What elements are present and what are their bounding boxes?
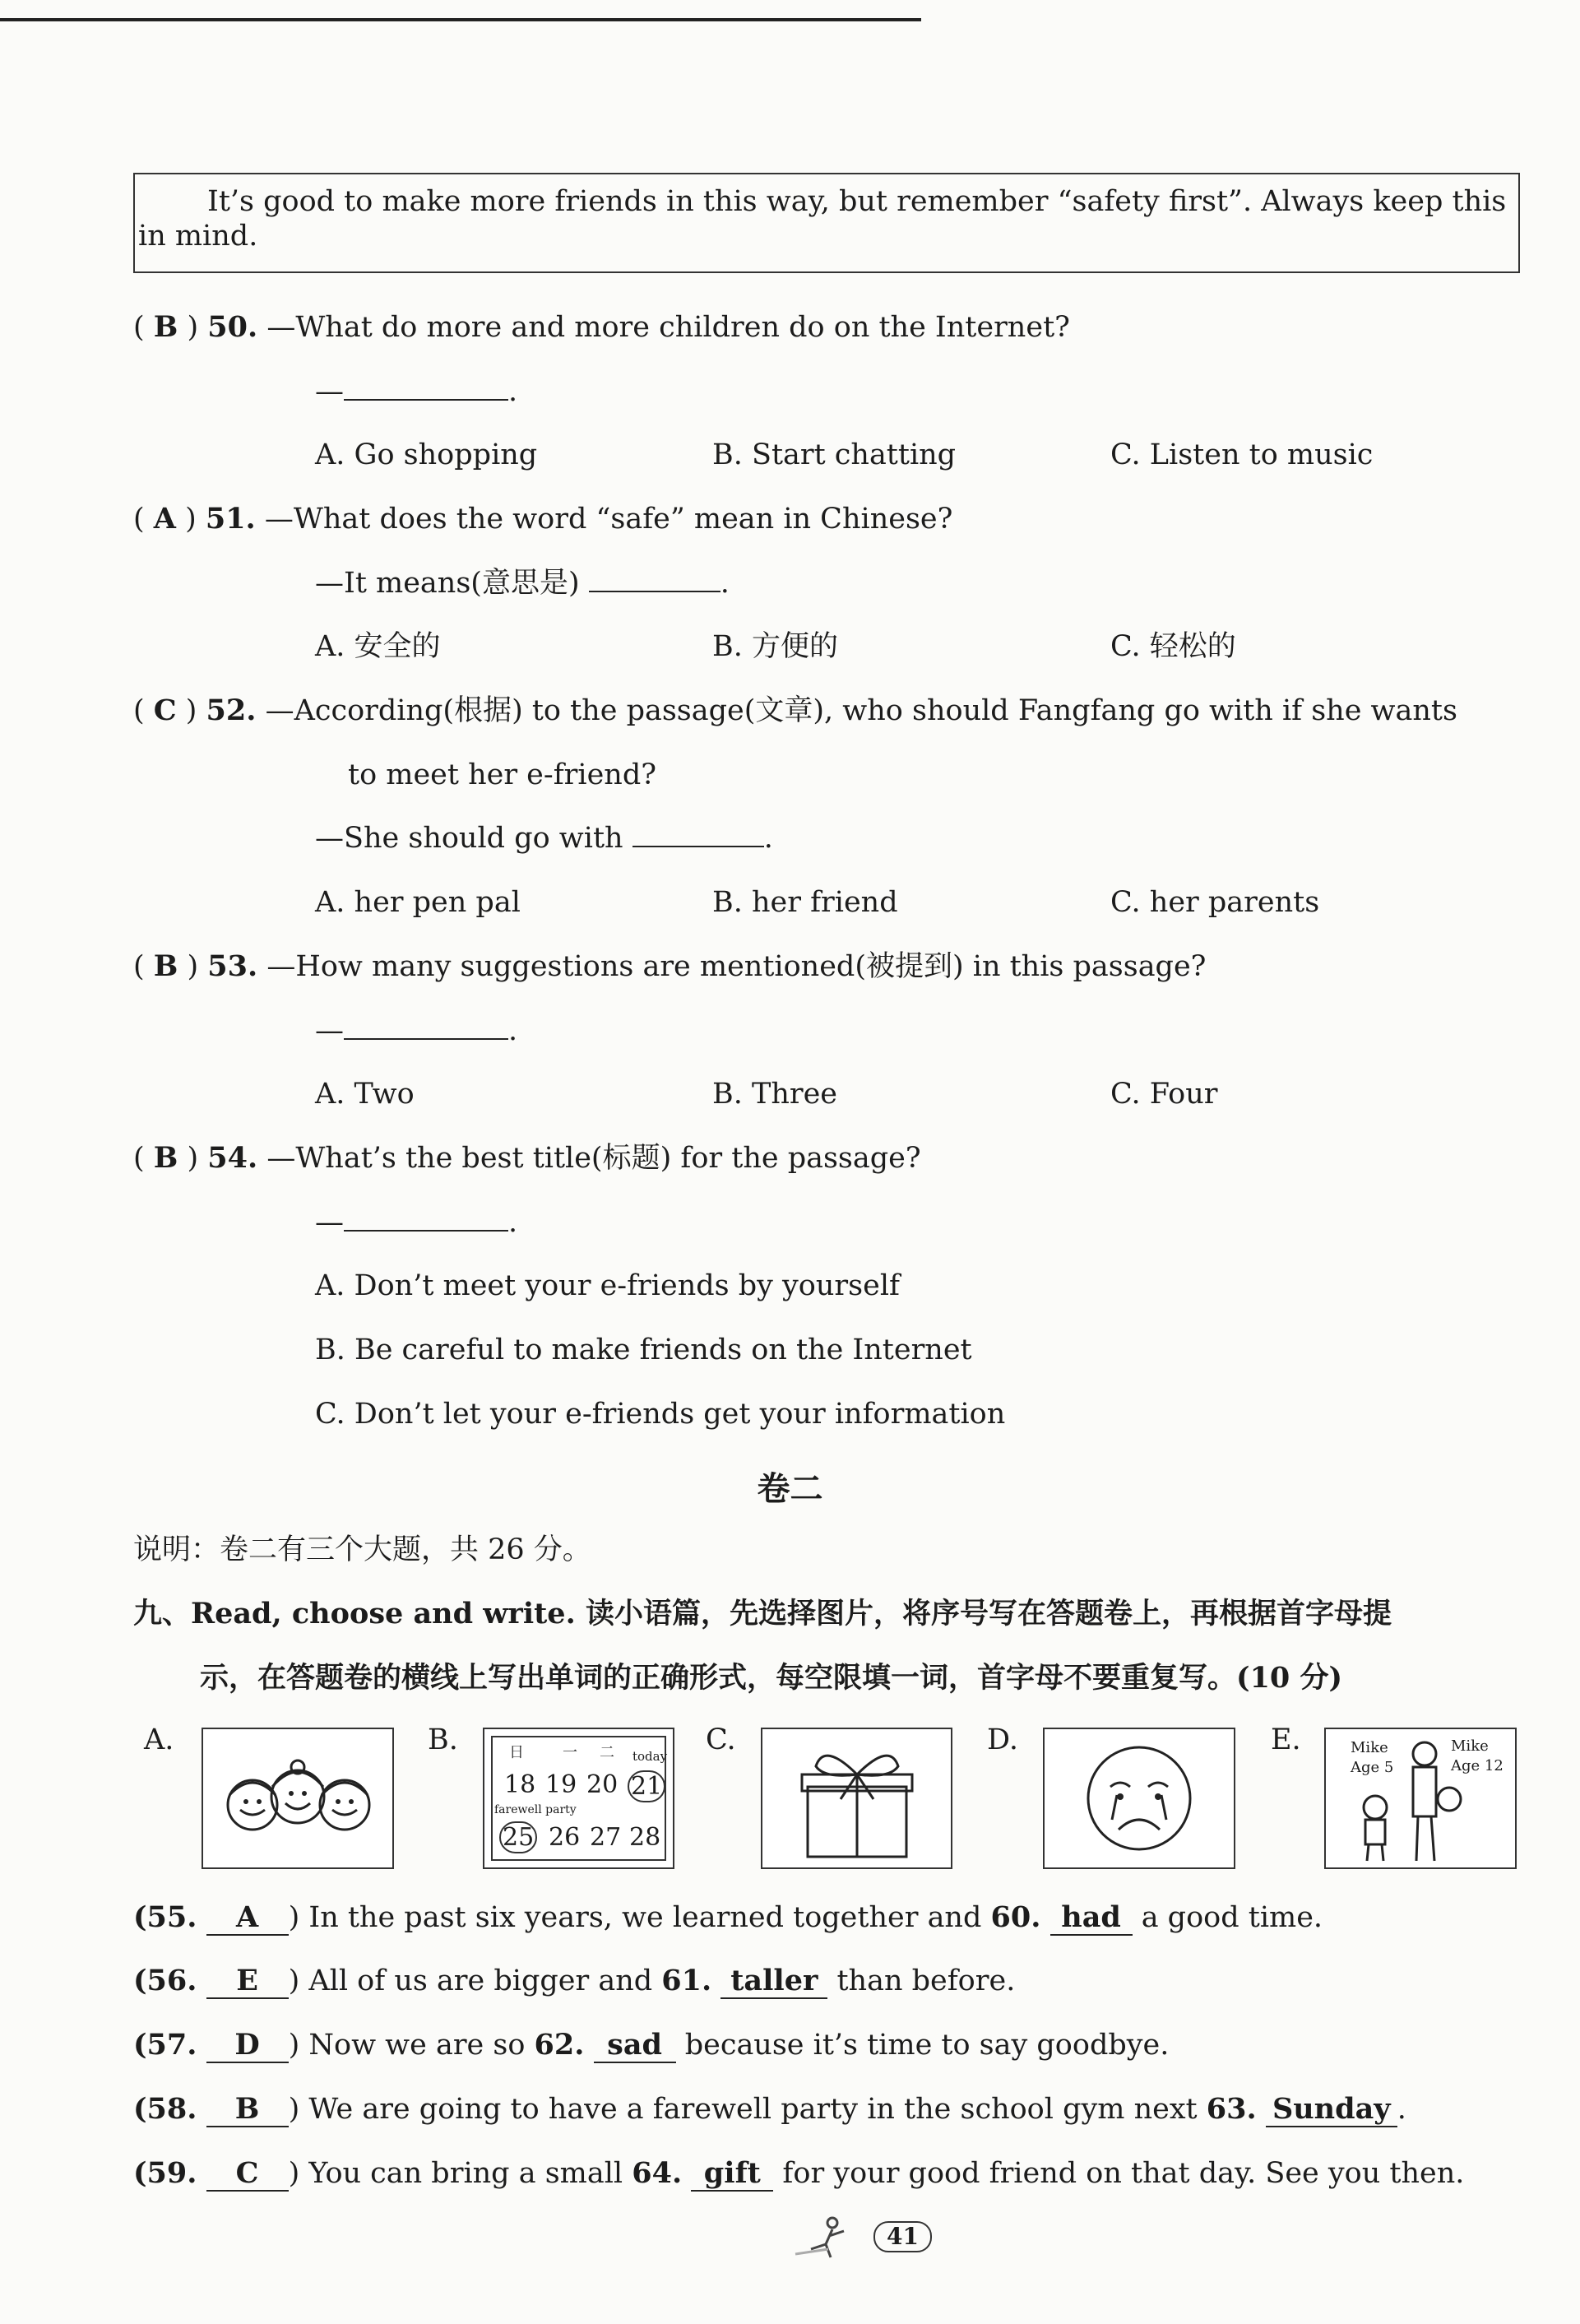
fill-item-58: [133, 2091, 1406, 2127]
fill-item-56: [133, 1963, 1015, 1999]
pic-letter-e: E.: [1271, 1723, 1301, 1756]
item-number: (55.: [133, 1900, 197, 1934]
reply-end: .: [508, 1014, 518, 1047]
calendar-head-2: 一: [563, 1744, 577, 1761]
calendar-day: 20: [586, 1770, 619, 1799]
question-50: ( B ) 50. —What do more and more children do on the Internet?: [133, 310, 1070, 344]
option-c: C. her parents: [1110, 886, 1320, 919]
pic-letter-b: B.: [428, 1723, 458, 1756]
question-prompt: —What’s the best title(标题) for the passage?: [266, 1142, 921, 1175]
picture-gift: [761, 1728, 952, 1869]
fill-item-59: [133, 2155, 1464, 2192]
passage-box: [133, 173, 1520, 273]
option-a: A. Two: [315, 1078, 415, 1111]
blank-number: 64.: [632, 2156, 683, 2190]
age-label-1: Age 5: [1351, 1759, 1394, 1776]
picture-choice: E: [206, 1964, 289, 1999]
reply-end: .: [508, 375, 518, 408]
word-answer: sad: [594, 2029, 676, 2063]
blank-number: 62.: [534, 2028, 585, 2062]
question-number: 50.: [207, 310, 258, 344]
boys-illustration: [1326, 1729, 1515, 1867]
item-number: (57.: [133, 2028, 197, 2062]
calendar-day-party: 25: [499, 1821, 537, 1853]
reply-50: [315, 373, 517, 410]
answer-blank: [344, 1205, 508, 1232]
reply-52: [315, 820, 773, 856]
question-number: 51.: [205, 502, 256, 536]
instruction-text: 读小语篇，先选择图片，将序号写在答题卷上，再根据首字母提: [585, 1597, 1392, 1631]
answer-blank: [344, 1014, 508, 1040]
calendar-party: farewell party: [494, 1803, 577, 1816]
item-text-end: because it’s time to say goodbye.: [675, 2029, 1170, 2062]
item-text: ) We are going to have a farewell party in the school gym next: [288, 2093, 1207, 2126]
reply-54: [315, 1204, 517, 1241]
picture-choice: D: [206, 2029, 289, 2063]
mike-label-2: Mike: [1451, 1737, 1489, 1755]
item-number: (56.: [133, 1964, 197, 1997]
reply-51: [315, 565, 730, 601]
option-a: A. 安全的: [315, 630, 441, 663]
pic-letter-d: D.: [987, 1723, 1018, 1756]
item-number: (58.: [133, 2092, 197, 2126]
option-c: C. 轻松的: [1110, 630, 1236, 663]
question-52: ( C ) 52. —According(根据) to the passage(文章), who should Fangfang go with if she wants: [133, 693, 1457, 727]
picture-choice: B: [206, 2093, 289, 2127]
option-b: B. her friend: [712, 886, 898, 919]
reply-end: .: [763, 822, 773, 855]
item-text: ) In the past six years, we learned together and: [288, 1901, 991, 1934]
question-54: ( B ) 54. —What’s the best title(标题) for the passage?: [133, 1141, 921, 1175]
reply-text: —She should go with: [315, 822, 632, 855]
calendar-day: 27: [590, 1823, 622, 1852]
reply-text: —It means(意思是): [315, 567, 589, 600]
question-52-cont: to meet her e-friend?: [348, 758, 657, 791]
question-53: ( B ) 53. —How many suggestions are mentioned(被提到) in this passage?: [133, 949, 1207, 983]
runner-logo-icon: [791, 2213, 865, 2262]
option-b: B. Three: [712, 1078, 838, 1111]
picture-growth: [1324, 1728, 1517, 1869]
reply-end: .: [720, 567, 730, 600]
blank-number: 63.: [1206, 2092, 1257, 2126]
crying-face-icon: [1045, 1729, 1234, 1867]
instruction-line-2: 示，在答题卷的横线上写出单词的正确形式，每空限填一词，首字母不要重复写。(10 分): [200, 1661, 1343, 1695]
reply-53: [315, 1013, 517, 1049]
section-note: 说明：卷二有三个大题，共 26 分。: [133, 1533, 591, 1566]
fill-item-55: [133, 1900, 1323, 1936]
item-text-end: .: [1397, 2093, 1406, 2126]
option-b: B. Start chatting: [712, 438, 957, 471]
calendar-today: today: [632, 1749, 668, 1764]
pic-letter-a: A.: [144, 1723, 174, 1756]
picture-choice: C: [206, 2157, 289, 2192]
instruction-line-1: [133, 1596, 1392, 1632]
reply-end: .: [508, 1206, 518, 1239]
question-number: 52.: [206, 693, 257, 727]
fill-item-57: [133, 2027, 1169, 2063]
picture-friends: [202, 1728, 394, 1869]
section-title: 卷二: [757, 1469, 823, 1508]
passage-line-2: in mind.: [138, 220, 258, 253]
answer: B: [153, 1141, 178, 1175]
answer-blank: [632, 821, 764, 847]
answer: A: [153, 502, 176, 536]
calendar-head-3: 二: [600, 1744, 614, 1761]
option-c: C. Don’t let your e-friends get your information: [315, 1398, 1006, 1431]
answer-blank: [589, 566, 720, 592]
item-text: ) All of us are bigger and: [288, 1964, 662, 1997]
answer: B: [153, 949, 178, 983]
option-a: A. her pen pal: [315, 886, 521, 919]
instruction-label: 九、Read, choose and write.: [133, 1597, 576, 1631]
reply-text: —: [315, 375, 344, 408]
gift-icon: [762, 1729, 951, 1867]
item-text: ) You can bring a small: [288, 2157, 632, 2190]
option-c: C. Listen to music: [1110, 438, 1374, 471]
calendar-day: 19: [545, 1770, 577, 1799]
top-rule: [0, 18, 921, 21]
item-text: ) Now we are so: [288, 2029, 535, 2062]
picture-sad: [1043, 1728, 1235, 1869]
friends-illustration: [203, 1729, 392, 1867]
question-number: 53.: [207, 949, 258, 983]
word-answer: had: [1050, 1901, 1133, 1936]
page-number: 41: [873, 2221, 932, 2252]
item-text-end: for your good friend on that day. See you then.: [773, 2157, 1465, 2190]
option-b: B. 方便的: [712, 630, 838, 663]
answer-blank: [344, 374, 508, 401]
calendar-grid: [491, 1736, 666, 1861]
calendar-day-today: 21: [628, 1770, 665, 1802]
question-51: ( A ) 51. —What does the word “safe” mean in Chinese?: [133, 502, 953, 536]
option-c: C. Four: [1110, 1078, 1218, 1111]
question-prompt: —What do more and more children do on the Internet?: [266, 311, 1070, 344]
answer: C: [153, 693, 177, 727]
option-a: A. Don’t meet your e-friends by yourself: [315, 1269, 900, 1302]
calendar-day: 18: [504, 1770, 536, 1799]
question-number: 54.: [207, 1141, 258, 1175]
blank-number: 60.: [990, 1900, 1041, 1934]
age-label-2: Age 12: [1451, 1757, 1504, 1774]
answer: B: [153, 310, 178, 344]
word-answer: Sunday: [1266, 2093, 1397, 2127]
mike-label-1: Mike: [1351, 1739, 1388, 1756]
item-text-end: than before.: [827, 1964, 1016, 1997]
question-prompt: —How many suggestions are mentioned(被提到) in this passage?: [266, 950, 1207, 983]
question-prompt: —According(根据) to the passage(文章), who should Fangfang go with if she wants: [265, 694, 1457, 727]
pic-letter-c: C.: [706, 1723, 736, 1756]
reply-text: —: [315, 1206, 344, 1239]
reply-text: —: [315, 1014, 344, 1047]
blank-number: 61.: [661, 1964, 712, 1997]
item-number: (59.: [133, 2156, 197, 2190]
picture-calendar: [483, 1728, 674, 1869]
calendar-day: 26: [549, 1823, 581, 1852]
word-answer: gift: [691, 2157, 773, 2192]
option-b: B. Be careful to make friends on the Internet: [315, 1334, 972, 1366]
calendar-head-1: 日: [509, 1744, 524, 1761]
calendar-day: 28: [629, 1823, 661, 1852]
item-text-end: a good time.: [1132, 1901, 1323, 1934]
option-a: A. Go shopping: [315, 438, 538, 471]
question-prompt: —What does the word “safe” mean in Chinese?: [264, 503, 953, 536]
word-answer: taller: [720, 1964, 827, 1999]
picture-choice: A: [206, 1901, 289, 1936]
passage-line-1: It’s good to make more friends in this way, but remember “safety first”. Always keep this: [207, 185, 1507, 218]
